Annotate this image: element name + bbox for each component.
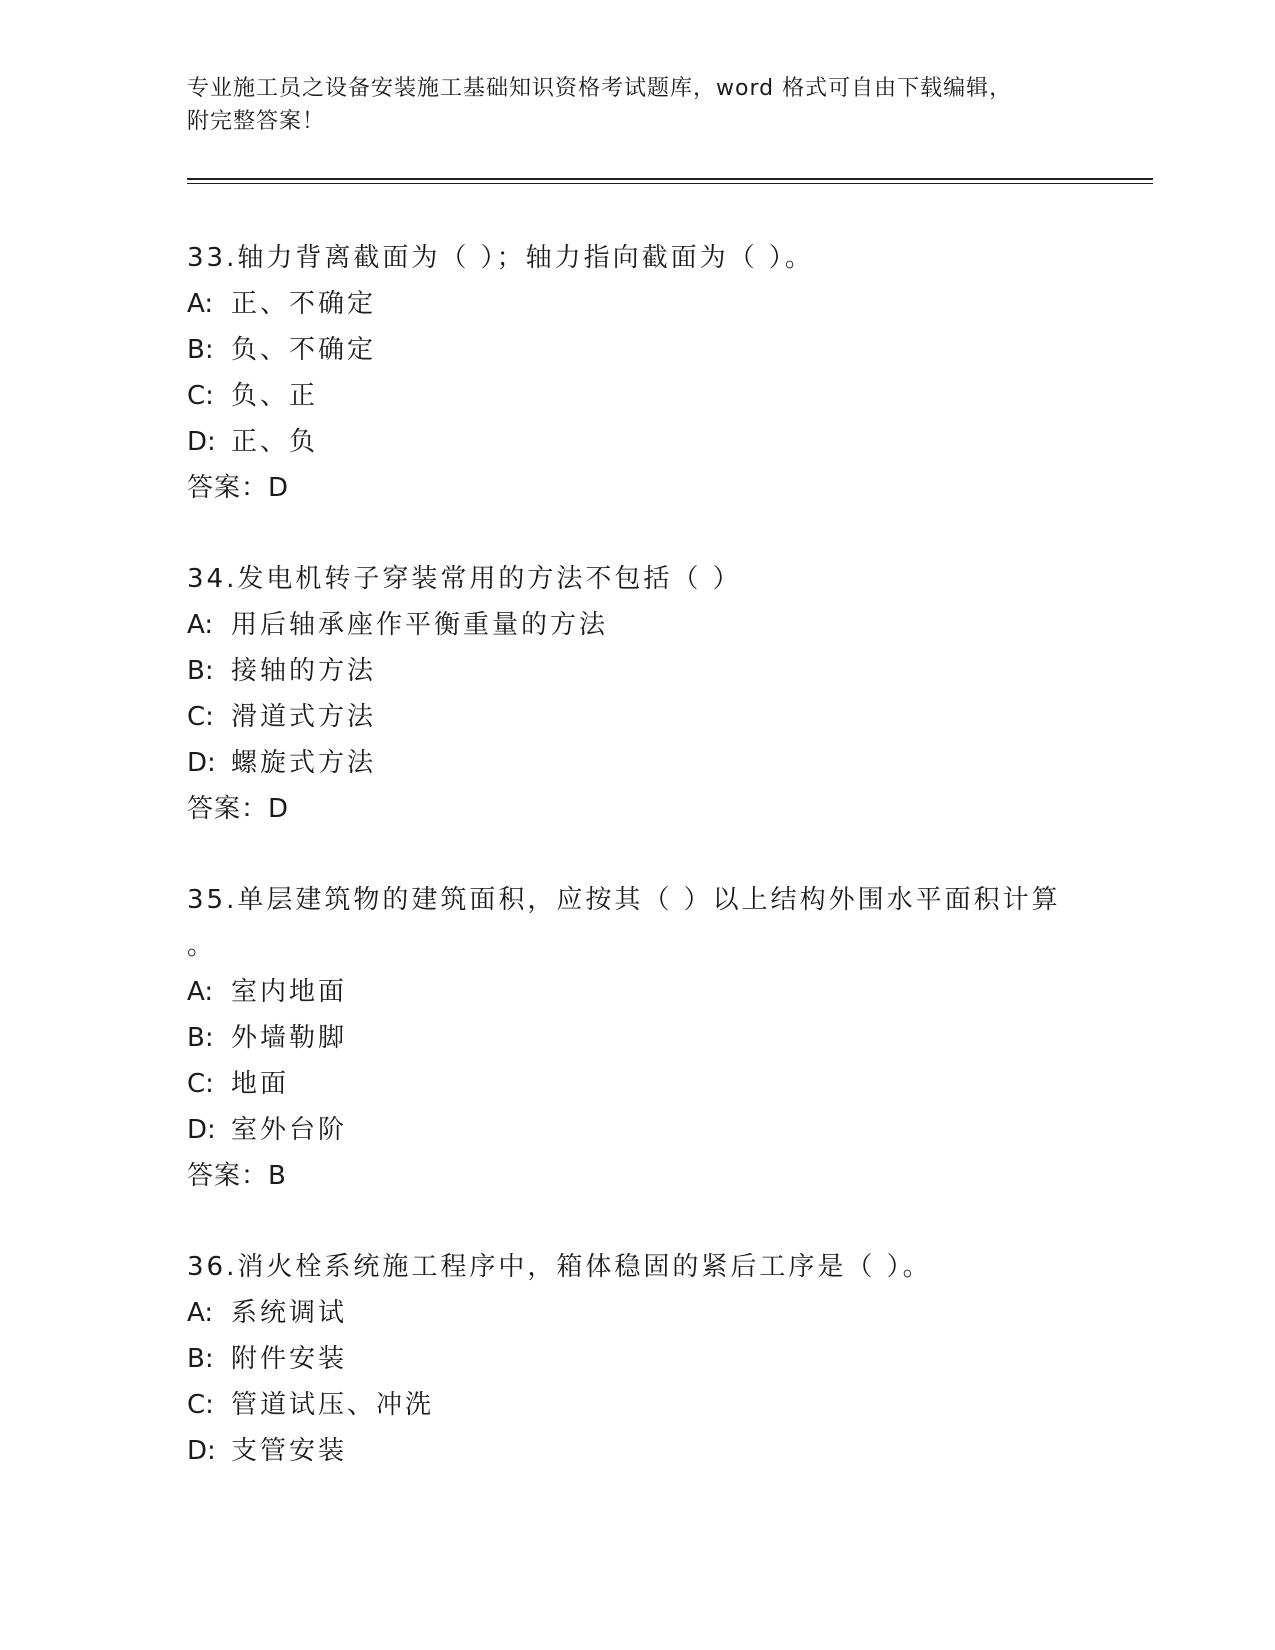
option-key: D: (187, 1115, 216, 1145)
option-b (187, 1336, 1087, 1382)
option-a (187, 281, 1087, 327)
option-c (187, 1061, 1087, 1107)
question-35 (187, 877, 1087, 1199)
option-d (187, 1428, 1087, 1474)
option-key: B: (187, 1344, 214, 1374)
option-key: D: (187, 1436, 216, 1466)
option-c (187, 694, 1087, 740)
header-divider-thin (187, 183, 1153, 184)
option-text: 管道试压、冲洗 (231, 1390, 435, 1420)
option-text: 滑道式方法 (231, 702, 377, 732)
question-list (187, 235, 1087, 1519)
option-text: 支管安装 (231, 1436, 348, 1466)
option-key: C: (187, 1069, 214, 1099)
option-text: 负、不确定 (231, 335, 377, 365)
option-key: D: (187, 748, 216, 778)
option-key: B: (187, 1023, 214, 1053)
option-b (187, 1015, 1087, 1061)
question-34 (187, 556, 1087, 832)
option-b (187, 648, 1087, 694)
option-text: 用后轴承座作平衡重量的方法 (231, 610, 609, 640)
header-line-2: 附完整答案！ (187, 109, 326, 134)
option-a (187, 1290, 1087, 1336)
option-a (187, 602, 1087, 648)
option-key: D: (187, 427, 216, 457)
option-text: 正、不确定 (231, 289, 377, 319)
option-key: B: (187, 656, 214, 686)
option-key: C: (187, 381, 214, 411)
option-d (187, 740, 1087, 786)
option-text: 正、负 (231, 427, 319, 457)
answer-text: 答案：B (187, 1161, 287, 1191)
option-text: 负、正 (231, 381, 319, 411)
option-a (187, 969, 1087, 1015)
option-text: 附件安装 (231, 1344, 348, 1374)
option-d (187, 419, 1087, 465)
option-text: 地面 (231, 1069, 290, 1099)
question-title: 33.轴力背离截面为（ ）；轴力指向截面为（ ）。 (187, 243, 814, 273)
option-text: 室外台阶 (231, 1115, 348, 1145)
option-text: 系统调试 (231, 1298, 348, 1328)
option-key: A: (187, 289, 214, 319)
question-title: 35.单层建筑物的建筑面积，应按其（ ）以上结构外围水平面积计算 (187, 885, 1061, 915)
document-header (187, 72, 1087, 138)
option-text: 接轴的方法 (231, 656, 377, 686)
answer-text: 答案：D (187, 473, 290, 503)
option-key: A: (187, 610, 214, 640)
option-b (187, 327, 1087, 373)
question-33 (187, 235, 1087, 511)
question-title: 36.消火栓系统施工程序中，箱体稳固的紧后工序是（ ）。 (187, 1252, 932, 1282)
option-key: A: (187, 977, 214, 1007)
option-c (187, 1382, 1087, 1428)
answer-text: 答案：D (187, 794, 290, 824)
option-text: 外墙勒脚 (231, 1023, 348, 1053)
question-title-continuation: 。 (187, 931, 217, 961)
option-c (187, 373, 1087, 419)
header-line-1: 专业施工员之设备安装施工基础知识资格考试题库，word 格式可自由下载编辑， (187, 76, 1013, 101)
question-36 (187, 1244, 1087, 1474)
option-key: A: (187, 1298, 214, 1328)
option-key: B: (187, 335, 214, 365)
header-divider-thick (187, 178, 1153, 180)
option-d (187, 1107, 1087, 1153)
option-text: 螺旋式方法 (231, 748, 377, 778)
option-text: 室内地面 (231, 977, 348, 1007)
option-key: C: (187, 702, 214, 732)
question-title: 34.发电机转子穿装常用的方法不包括（ ） (187, 564, 742, 594)
option-key: C: (187, 1390, 214, 1420)
